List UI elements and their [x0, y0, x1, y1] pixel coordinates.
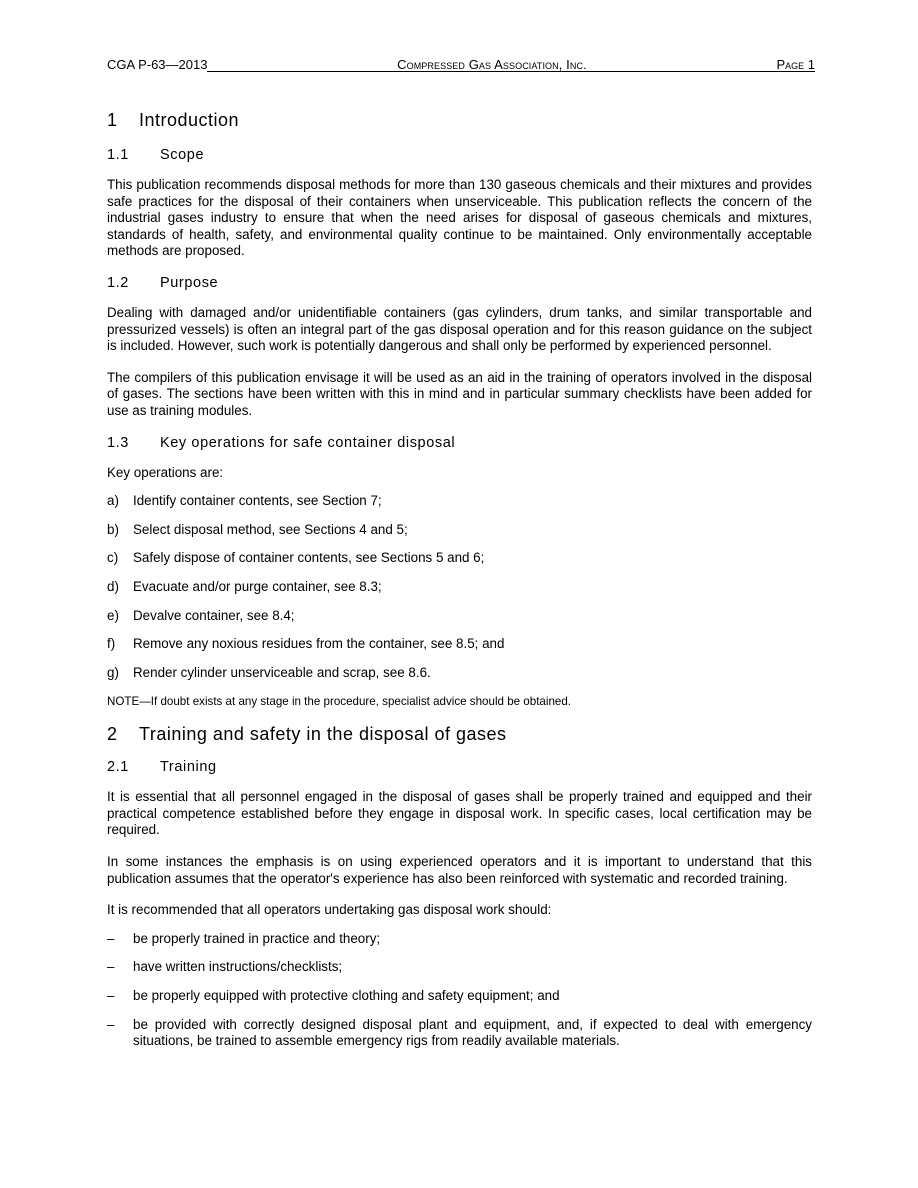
list-item: [107, 1017, 812, 1050]
paragraph: Dealing with damaged and/or unidentifiable containers (gas cylinders, drum tanks, and similar transportable and pressurized vessels) is often an integral part of the gas disposal operation and for this reason guidance on the subject is included. However, such work is potentially dangerous and shall only be performed by experienced personnel.: [107, 304, 812, 354]
list-text: be properly equipped with protective clothing and safety equipment; and: [133, 988, 560, 1004]
list-marker: c): [107, 550, 119, 566]
list-item: [107, 608, 812, 625]
paragraph: The compilers of this publication envisage it will be used as an aid in the training of operators involved in the disposal of gases. The sections have been written with this in mind and in particular summary checklists have been added for use as training modules.: [107, 369, 812, 418]
subsection-title: Key operations for safe container disposal: [160, 434, 456, 451]
list-item: [107, 636, 812, 653]
paragraph: This publication recommends disposal methods for more than 130 gaseous chemicals and their mixtures and provides safe practices for the disposal of their containers when unserviceable. This publication reflects the concern of the industrial gases industry to ensure that when the need arises for disposal of gaseous chemicals and mixtures, standards of health, safety, and environmental quality continue to be maintained. Only environmentally acceptable methods are proposed.: [107, 177, 812, 259]
list-marker: –: [107, 959, 115, 975]
subsection-title: Training: [160, 759, 217, 776]
list-text: Devalve container, see 8.4;: [133, 607, 295, 623]
paragraph: It is essential that all personnel engaged in the disposal of gases shall be properly trained and equipped and their practical competence established before they engage in disposal work. In specific cases, local certification may be required.: [107, 789, 812, 838]
section-heading: [107, 108, 812, 132]
subsection-number: 1.2: [107, 274, 129, 291]
section-title: Introduction: [139, 110, 240, 130]
list-item: [107, 493, 812, 510]
list-item: [107, 931, 812, 948]
list-marker: –: [107, 1016, 115, 1032]
list-marker: g): [107, 664, 119, 680]
section-number: 1: [107, 110, 118, 130]
subsection-title: Purpose: [160, 274, 219, 291]
header-rule: [207, 57, 776, 72]
list-text: have written instructions/checklists;: [133, 959, 343, 975]
list-item: [107, 988, 812, 1005]
list-text: Select disposal method, see Sections 4 and 5;: [133, 521, 408, 537]
paragraph: Key operations are:: [107, 464, 224, 480]
list-marker: f): [107, 636, 116, 652]
list-marker: e): [107, 607, 119, 623]
list-item: [107, 579, 812, 596]
list-text: Identify container contents, see Section 7;: [133, 493, 382, 509]
subsection-heading: [107, 145, 812, 165]
list-text: Render cylinder unserviceable and scrap, see 8.6.: [133, 664, 431, 680]
section-heading: [107, 722, 812, 746]
document-body: [107, 108, 812, 1050]
list-item: [107, 550, 812, 567]
list-marker: a): [107, 493, 119, 509]
list-marker: b): [107, 521, 119, 537]
subsection-heading: [107, 433, 812, 453]
page-number: Page 1: [776, 57, 815, 72]
document-id: CGA P-63—2013: [107, 57, 208, 72]
list-text: be properly trained in practice and theory;: [133, 930, 381, 946]
list-item: [107, 959, 812, 976]
list-text: be provided with correctly designed disposal plant and equipment, and, if expected to deal with emergency situations, be trained to assemble emergency rigs from readily available materials.: [133, 1016, 812, 1049]
subsection-number: 2.1: [107, 759, 129, 776]
list-item: [107, 665, 812, 682]
list-marker: –: [107, 930, 115, 946]
list-marker: d): [107, 578, 119, 594]
subsection-number: 1.1: [107, 147, 129, 163]
subsection-number: 1.3: [107, 434, 129, 451]
organization-name: Compressed Gas Association, Inc.: [397, 57, 587, 72]
paragraph: In some instances the emphasis is on using experienced operators and it is important to understand that this publication assumes that the operator's experience has also been reinforced with systematic and recorded training.: [107, 854, 812, 886]
subsection-heading: [107, 757, 812, 777]
list-text: Safely dispose of container contents, see Sections 5 and 6;: [133, 550, 485, 566]
subsection-heading: [107, 273, 812, 293]
list-item: [107, 522, 812, 539]
page-header: [107, 54, 815, 72]
subsection-title: Scope: [160, 147, 205, 163]
list-marker: –: [107, 988, 115, 1004]
note: NOTE—If doubt exists at any stage in the procedure, specialist advice should be obtained.: [107, 695, 572, 709]
section-number: 2: [107, 724, 118, 745]
section-title: Training and safety in the disposal of gases: [139, 724, 507, 745]
list-text: Evacuate and/or purge container, see 8.3;: [133, 578, 382, 594]
list-text: Remove any noxious residues from the container, see 8.5; and: [133, 636, 505, 652]
paragraph: It is recommended that all operators undertaking gas disposal work should:: [107, 902, 552, 918]
